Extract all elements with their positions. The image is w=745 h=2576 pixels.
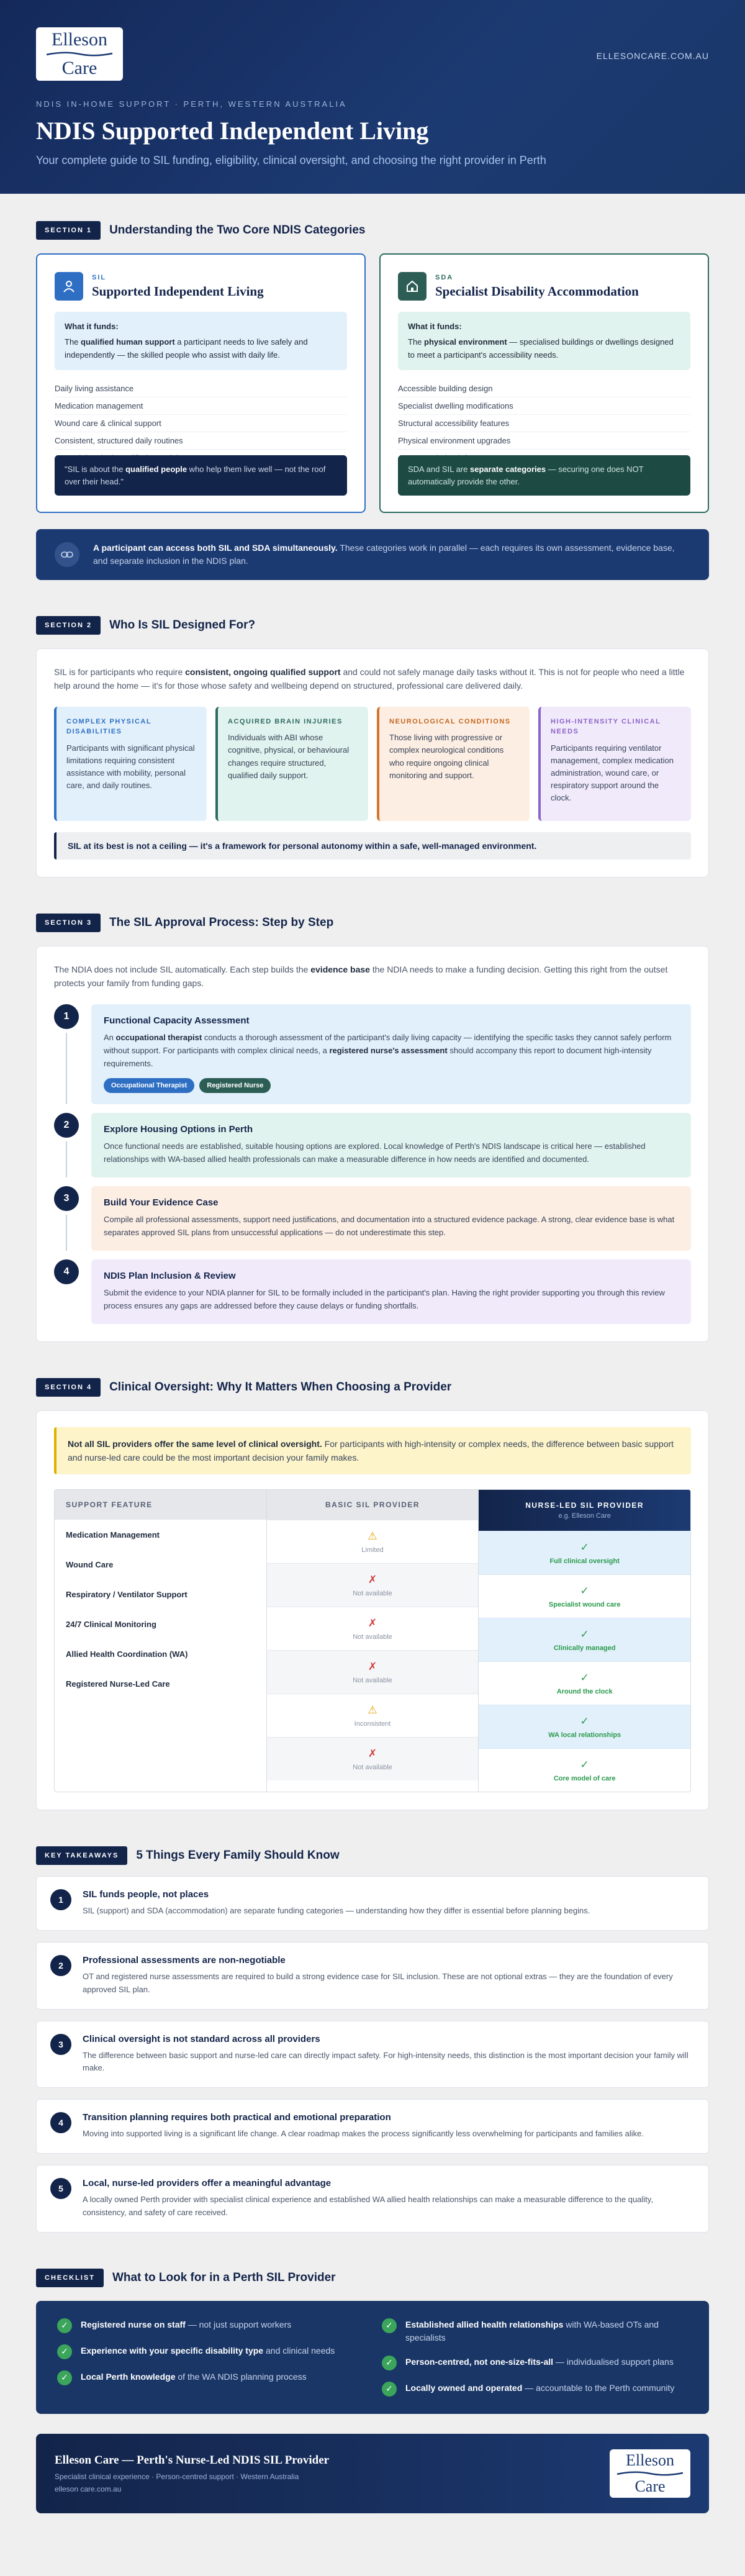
section-title: What to Look for in a Perth SIL Provider: [112, 2270, 336, 2284]
checklist-text: with WA-based OTs and specialists: [405, 2319, 659, 2342]
tag-registered-nurse: Registered Nurse: [199, 1078, 271, 1093]
step-text: [104, 1031, 679, 1071]
checklist-bold: Established allied health relationships: [405, 2319, 564, 2329]
basic-cell: [267, 1563, 479, 1607]
group-heading: HIGH-INTENSITY CLINICAL NEEDS: [551, 717, 661, 736]
sil-card: [36, 253, 366, 513]
step-text-part: conducts a thorough assessment of the participant's daily living capacity — identifying the specific tasks they cannot safely perform without support. For participants with complex clinical needs, a: [104, 1032, 672, 1055]
comparison-table: [54, 1489, 691, 1792]
section-tag: SECTION 3: [36, 914, 101, 932]
takeaway-title: Professional assessments are non-negotiable: [83, 1955, 286, 1966]
section-who-for: [0, 616, 745, 878]
takeaway-item: [36, 1942, 709, 2010]
column-header: [479, 1490, 690, 1531]
step-number: 2: [54, 1113, 79, 1138]
cross-icon: ✗: [368, 1617, 377, 1629]
sda-name: Specialist Disability Accommodation: [435, 283, 639, 299]
step-text: Submit the evidence to your NDIA planner for SIL to be formally included in the participant's plan. Having the right provider supporting you through this review process ensures any gaps are addressed before they cause delays or funding shortfalls.: [104, 1287, 665, 1311]
group-heading: COMPLEX PHYSICAL DISABILITIES: [66, 717, 151, 736]
takeaway-title: SIL funds people, not places: [83, 1889, 209, 1900]
sda-abbr: SDA: [435, 273, 454, 281]
column-header-sub: e.g. Elleson Care: [558, 1512, 611, 1520]
takeaway-item: [36, 2021, 709, 2088]
check-icon: ✓: [382, 2356, 397, 2370]
group-heading: ACQUIRED BRAIN INJURIES: [228, 717, 343, 725]
page-title: NDIS Supported Independent Living: [36, 117, 429, 145]
checklist-text: and clinical needs: [263, 2345, 335, 2356]
takeaway-title: Clinical oversight is not standard across all providers: [83, 2033, 320, 2044]
check-icon: ✓: [580, 1715, 589, 1727]
feature-cell: Allied Health Coordination (WA): [66, 1649, 188, 1659]
oversight-warning: [54, 1427, 691, 1475]
takeaway-number: 5: [50, 2178, 71, 2199]
lead-text: and could not safely manage daily tasks without it. This is not for people who need a little help around the home — it's for those whose safety and wellbeing depend on structured, professional care delivered daily.: [54, 667, 685, 691]
step-item: [54, 1004, 691, 1104]
quote-text: "SIL is about the: [65, 465, 126, 474]
group-text: Participants with significant physical limitations requiring consistent assistance with mobility, personal care, and daily routines.: [66, 743, 195, 791]
step-text: Compile all professional assessments, support need justifications, and documentation into a structured evidence package. A strong, clear evidence base is what separates approved SIL plans from unsuccessful applications — do not underestimate this step.: [104, 1214, 675, 1238]
checklist-bold: Local Perth knowledge: [81, 2371, 176, 2382]
takeaway-text: The difference between basic support and nurse-led care can directly impact safety. For high-intensity needs, this distinction is the most important decision your family will make.: [83, 2050, 689, 2073]
cell-text: Limited: [361, 1546, 384, 1554]
takeaway-number: 1: [50, 1889, 71, 1910]
takeaway-title: Local, nurse-led providers offer a meaningful advantage: [83, 2178, 332, 2189]
list-item: Specialist dwelling modifications: [398, 397, 690, 415]
nurse-led-provider-column: [479, 1490, 690, 1792]
checklist-text: of the WA NDIS planning process: [175, 2371, 307, 2382]
feature-cell: Registered Nurse-Led Care: [66, 1679, 170, 1689]
basic-cell: [267, 1607, 479, 1650]
sda-quote: [398, 455, 690, 496]
hero-header: [0, 0, 745, 194]
step-connector: [66, 1033, 67, 1104]
list-item: Medication management: [55, 397, 347, 415]
step-item: [54, 1113, 691, 1177]
footer-subtitle: Specialist clinical experience · Person-centred support · Western Australia: [55, 2472, 299, 2481]
basic-cell: [267, 1650, 479, 1694]
takeaway-text: SIL (support) and SDA (accommodation) are separate funding categories — understanding how they differ is essential before planning begins.: [83, 1906, 590, 1916]
takeaway-item: [36, 2099, 709, 2154]
lead-bold: evidence base: [310, 964, 370, 974]
quote-bold: qualified people: [125, 465, 187, 474]
basic-cell: [267, 1737, 479, 1780]
sil-name: Supported Independent Living: [92, 283, 264, 299]
checklist-bold: Experience with your specific disability type: [81, 2345, 264, 2356]
funds-title: What it funds:: [408, 322, 462, 331]
section-lead: [54, 963, 691, 991]
list-item: Wound care & clinical support: [55, 415, 347, 432]
banner-text: [93, 542, 690, 568]
step-title: Functional Capacity Assessment: [104, 1015, 250, 1026]
checklist-item: [57, 2370, 363, 2385]
step-connector: [66, 1141, 67, 1177]
quote-text: — securing one does NOT automatically provide the other.: [408, 465, 644, 486]
funds-text: a participant needs to live safely and independently — the skilled people who assist with daily life.: [65, 337, 308, 360]
sda-card: [379, 253, 709, 513]
checklist-bold: Locally owned and operated: [405, 2382, 523, 2393]
group-card: [215, 707, 368, 821]
oversight-card: [36, 1410, 709, 1811]
sda-funds-box: [398, 312, 690, 370]
section-title: The SIL Approval Process: Step by Step: [109, 915, 334, 929]
takeaway-number: 4: [50, 2112, 71, 2133]
cell-text: Not available: [353, 1763, 392, 1771]
checklist-item: [382, 2382, 688, 2397]
section-title: Clinical Oversight: Why It Matters When Choosing a Provider: [109, 1380, 452, 1394]
step-bold: registered nurse's assessment: [329, 1046, 448, 1055]
takeaway-title: Transition planning requires both practical and emotional preparation: [83, 2112, 391, 2123]
list-item: Consistent, structured daily routines: [55, 432, 347, 450]
nurse-cell: [479, 1661, 690, 1705]
nurse-cell: [479, 1574, 690, 1618]
group-heading: NEUROLOGICAL CONDITIONS: [389, 717, 511, 725]
who-for-card: [36, 648, 709, 878]
list-item: Accessible building design: [398, 380, 690, 397]
warning-bold: Not all SIL providers offer the same level of clinical oversight.: [68, 1438, 322, 1449]
section-approval-process: [0, 914, 745, 1342]
cell-text: Clinically managed: [553, 1644, 616, 1652]
checklist-item: [57, 2318, 363, 2333]
check-icon: ✓: [382, 2318, 397, 2333]
checklist-text: — not just support workers: [185, 2319, 292, 2329]
logo-line1: Elleson: [626, 2451, 674, 2469]
banner-bold: A participant can access both SIL and SDA simultaneously.: [93, 543, 338, 553]
check-icon: ✓: [57, 2318, 72, 2333]
footer-logo[interactable]: [610, 2449, 690, 2498]
cell-text: Specialist wound care: [548, 1600, 621, 1608]
warning-text: For participants with high-intensity or complex needs, the difference between basic support and nurse-led care could be the most important decision your family makes.: [68, 1438, 674, 1463]
site-url-link[interactable]: ELLESONCARE.COM.AU: [596, 51, 709, 61]
participant-groups: [54, 707, 691, 821]
warning-icon: ⚠: [368, 1703, 377, 1716]
takeaway-item: [36, 2165, 709, 2233]
cell-text: Around the clock: [556, 1687, 613, 1695]
step-text-part: An: [104, 1032, 116, 1042]
cross-icon: ✗: [368, 1660, 377, 1672]
check-icon: ✓: [57, 2344, 72, 2359]
sil-funds-box: [55, 312, 347, 370]
checklist-column-right: [382, 2318, 688, 2397]
takeaway-item: [36, 1876, 709, 1931]
section-title: 5 Things Every Family Should Know: [136, 1849, 340, 1862]
page-subtitle: Your complete guide to SIL funding, eligibility, clinical oversight, and choosing the right provider in Perth: [36, 154, 546, 166]
group-text: Participants requiring ventilator management, complex medication administration, wound care, or respiratory support around the clock.: [551, 743, 674, 803]
section-tag: SECTION 4: [36, 1378, 101, 1397]
step-number: 3: [54, 1186, 79, 1211]
feature-cell: Wound Care: [66, 1559, 114, 1569]
logo-line2: Care: [634, 2477, 666, 2495]
cell-text: Not available: [353, 1633, 392, 1641]
both-categories-banner: [36, 529, 709, 580]
section-takeaways: [0, 1846, 745, 2232]
step-item: [54, 1186, 691, 1251]
sil-callout: SIL at its best is not a ceiling — it's a framework for personal autonomy within a safe, well-managed environment.: [54, 832, 691, 859]
check-icon: ✓: [580, 1541, 589, 1553]
checklist-bold: Person-centred, not one-size-fits-all: [405, 2356, 554, 2367]
check-icon: ✓: [57, 2370, 72, 2385]
footer-title: Elleson Care — Perth's Nurse-Led NDIS SIL Provider: [55, 2453, 330, 2467]
nurse-cell: [479, 1705, 690, 1748]
step-box: [91, 1113, 691, 1177]
takeaway-text: Moving into supported living is a significant life change. A clear roadmap makes the process significantly less overwhelming for participants and families alike.: [83, 2129, 644, 2139]
page-footer: [36, 2434, 709, 2513]
footer-url-link[interactable]: elleson care.com.au: [55, 2484, 122, 2493]
lead-text: SIL is for participants who require: [54, 667, 186, 677]
section-categories: [0, 221, 745, 580]
group-text: Individuals with ABI whose cognitive, physical, or behavioural changes require structured, qualified daily support.: [228, 733, 350, 780]
takeaway-number: 3: [50, 2034, 71, 2055]
funds-text: The: [408, 337, 425, 347]
takeaway-number: 2: [50, 1955, 71, 1976]
check-icon: ✓: [580, 1584, 589, 1597]
cell-text: Core model of care: [553, 1774, 616, 1782]
step-text: Once functional needs are established, suitable housing options are explored. Local knowledge of Perth's NDIS landscape is critical here — established relationships with WA-based allied health professionals can make a measurable difference in how needs are identified and documented.: [104, 1141, 646, 1164]
column-header-title: NURSE-LED SIL PROVIDER: [525, 1501, 644, 1510]
logo-wave-icon: [45, 51, 114, 57]
section-clinical-oversight: [0, 1378, 745, 1811]
checklist-bold: Registered nurse on staff: [81, 2319, 186, 2329]
cell-text: Not available: [353, 1676, 392, 1684]
section-title: Who Is SIL Designed For?: [109, 619, 256, 632]
section-tag: KEY TAKEAWAYS: [36, 1846, 127, 1865]
group-card: [538, 707, 691, 821]
feature-cell: 24/7 Clinical Monitoring: [66, 1619, 156, 1629]
sil-abbr: SIL: [92, 273, 107, 281]
nurse-cell: [479, 1748, 690, 1792]
section-tag: SECTION 2: [36, 616, 101, 635]
group-text: Those living with progressive or complex neurological conditions who require ongoing clinical monitoring and support.: [389, 733, 504, 780]
step-number: 4: [54, 1259, 79, 1284]
cell-text: Not available: [353, 1589, 392, 1597]
quote-text: who help them live well — not the roof over their head.": [65, 465, 326, 486]
funds-bold: physical environment: [424, 337, 507, 347]
feature-cell: Respiratory / Ventilator Support: [66, 1589, 187, 1599]
brand-logo[interactable]: [36, 27, 123, 81]
feature-cell: Medication Management: [66, 1530, 160, 1540]
lead-bold: consistent, ongoing qualified support: [185, 667, 341, 677]
section-checklist: [0, 2269, 745, 2513]
takeaway-text: OT and registered nurse assessments are required to build a strong evidence case for SIL inclusion. These are not optional extras — they are the foundation of every approved SIL plan.: [83, 1972, 673, 1994]
sda-item-list: [398, 380, 690, 466]
step-item: [54, 1259, 691, 1324]
funds-text: The: [65, 337, 81, 347]
logo-wave-icon: [616, 2470, 684, 2477]
section-tag: SECTION 1: [36, 221, 101, 240]
step-title: Build Your Evidence Case: [104, 1197, 219, 1208]
quote-bold: separate categories: [469, 465, 546, 474]
banner-body: These categories work in parallel — each requires its own assessment, evidence base, and separate inclusion in the NDIS plan.: [93, 543, 675, 566]
sil-item-list: [55, 380, 347, 466]
checklist-text: — individualised support plans: [553, 2356, 674, 2367]
feature-column: [55, 1490, 267, 1792]
cell-text: WA local relationships: [548, 1731, 621, 1739]
link-icon: [55, 542, 79, 567]
sil-quote: [55, 455, 347, 496]
check-icon: ✓: [580, 1671, 589, 1684]
person-icon: [55, 272, 83, 301]
warning-icon: ⚠: [368, 1530, 377, 1542]
step-title: Explore Housing Options in Perth: [104, 1123, 253, 1135]
logo-line1: Elleson: [52, 29, 107, 50]
section-tag: CHECKLIST: [36, 2269, 104, 2287]
group-card: [377, 707, 530, 821]
checklist-panel: [36, 2301, 709, 2414]
funds-text: — specialised buildings or dwellings designed to meet a participant's accessibility needs.: [408, 337, 674, 360]
step-connector: [66, 1215, 67, 1251]
checklist-item: [382, 2318, 688, 2344]
home-icon: [398, 272, 427, 301]
hero-eyebrow: NDIS IN-HOME SUPPORT · PERTH, WESTERN AUSTRALIA: [36, 99, 347, 109]
step-bold: occupational therapist: [115, 1032, 202, 1042]
nurse-cell: [479, 1531, 690, 1574]
step-box: [91, 1186, 691, 1251]
tag-occupational-therapist: Occupational Therapist: [104, 1078, 194, 1093]
approval-card: [36, 946, 709, 1342]
nurse-cell: [479, 1618, 690, 1661]
list-item: Daily living assistance: [55, 380, 347, 397]
lead-text: the NDIA needs to make a funding decision. Getting this right from the outset protects your family from funding gaps.: [54, 964, 668, 989]
basic-cell: [267, 1694, 479, 1737]
step-number: 1: [54, 1004, 79, 1029]
check-icon: ✓: [382, 2382, 397, 2397]
column-header: BASIC SIL PROVIDER: [267, 1490, 479, 1520]
basic-provider-column: [267, 1490, 479, 1792]
checklist-text: — accountable to the Perth community: [522, 2382, 675, 2393]
cell-text: Full clinical oversight: [549, 1557, 620, 1565]
group-card: [54, 707, 207, 821]
check-icon: ✓: [580, 1758, 589, 1771]
column-header: SUPPORT FEATURE: [55, 1490, 266, 1520]
section-title: Understanding the Two Core NDIS Categories: [109, 224, 366, 237]
cross-icon: ✗: [368, 1573, 377, 1585]
step-box: [91, 1004, 691, 1104]
step-text-part: should accompany this report to document high-intensity requirements.: [104, 1046, 652, 1069]
step-box: [91, 1259, 691, 1324]
lead-text: The NDIA does not include SIL automatically. Each step builds the: [54, 964, 311, 974]
checklist-item: [57, 2344, 363, 2359]
cell-text: Inconsistent: [354, 1720, 391, 1728]
funds-bold: qualified human support: [81, 337, 175, 347]
takeaway-text: A locally owned Perth provider with specialist clinical experience and established WA allied health relationships can make a measurable difference to the quality, consistency, and safety of care received.: [83, 2195, 653, 2217]
step-title: NDIS Plan Inclusion & Review: [104, 1270, 236, 1281]
quote-text: SDA and SIL are: [408, 465, 470, 474]
funds-title: What it funds:: [65, 322, 119, 331]
list-item: Physical environment upgrades: [398, 432, 690, 450]
checklist-item: [382, 2356, 688, 2370]
basic-cell: [267, 1520, 479, 1563]
logo-line2: Care: [61, 58, 97, 78]
check-icon: ✓: [580, 1628, 589, 1640]
list-item: Structural accessibility features: [398, 415, 690, 432]
cross-icon: ✗: [368, 1747, 377, 1759]
checklist-column-left: [57, 2318, 363, 2397]
section-lead: [54, 665, 691, 693]
step-list: [54, 1004, 691, 1324]
